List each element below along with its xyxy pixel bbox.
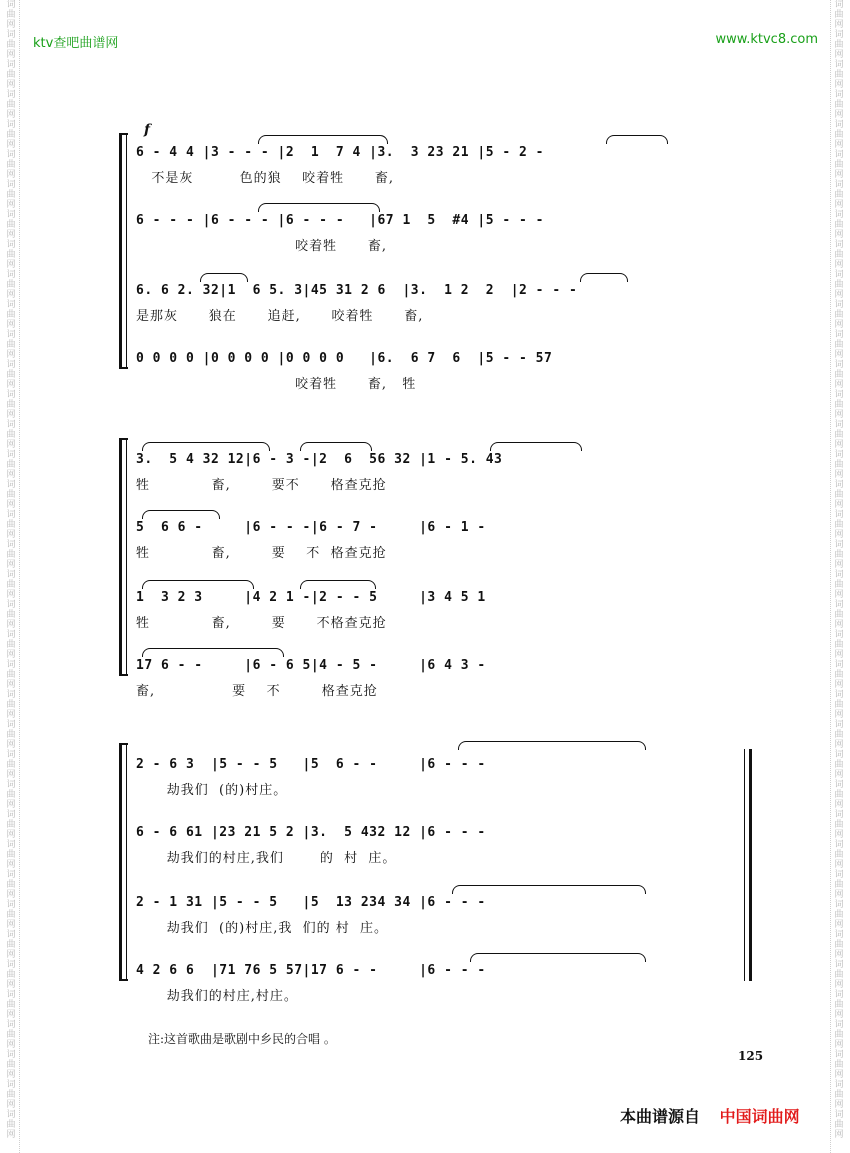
watermark-glyph: 网 [834,680,844,690]
watermark-glyph: 曲 [834,760,844,770]
watermark-glyph: 曲 [6,190,16,200]
watermark-glyph: 网 [834,950,844,960]
voice-row-1 [0,757,850,798]
source-attribution [620,1104,800,1127]
watermark-glyph: 词 [6,270,16,280]
watermark-glyph: 词 [6,870,16,880]
watermark-glyph: 网 [834,470,844,480]
watermark-glyph: 网 [834,50,844,60]
watermark-glyph: 网 [834,290,844,300]
watermark-glyph: 曲 [6,70,16,80]
voice-row-1 [0,452,850,493]
watermark-glyph: 曲 [834,160,844,170]
notation-line: 5 6 6 - |6 - - -|6 - 7 - |6 - 1 - [136,520,486,535]
watermark-glyph: 词 [6,90,16,100]
watermark-glyph: 网 [6,80,16,90]
watermark-glyph: 网 [834,770,844,780]
watermark-glyph: 网 [6,980,16,990]
watermark-glyph: 词 [834,510,844,520]
watermark-glyph: 曲 [6,820,16,830]
watermark-glyph: 网 [6,200,16,210]
watermark-glyph: 曲 [834,700,844,710]
watermark-glyph: 网 [834,740,844,750]
watermark-glyph: 曲 [6,580,16,590]
notation-line: 3. 5 4 32 12|6 - 3 -|2 6 56 32 |1 - 5. 43 [136,452,503,467]
watermark-glyph: 词 [6,1020,16,1030]
watermark-glyph: 词 [834,360,844,370]
slur-mark [142,442,270,451]
watermark-glyph: 曲 [6,370,16,380]
watermark-glyph: 网 [834,350,844,360]
slur-mark [300,580,376,589]
watermark-glyph: 网 [6,770,16,780]
watermark-glyph: 词 [6,360,16,370]
watermark-glyph: 词 [834,930,844,940]
slur-mark [142,648,284,657]
watermark-glyph: 网 [834,920,844,930]
watermark-glyph: 网 [834,170,844,180]
watermark-glyph: 词 [834,720,844,730]
watermark-glyph: 网 [834,140,844,150]
lyrics-line: 畜, 要 不 格查克抢 [136,684,378,699]
slur-mark [258,135,388,144]
watermark-glyph: 词 [6,720,16,730]
watermark-glyph: 曲 [834,550,844,560]
watermark-glyph: 曲 [834,790,844,800]
watermark-glyph: 曲 [834,1030,844,1040]
watermark-glyph: 词 [6,930,16,940]
watermark-glyph: 词 [834,780,844,790]
watermark-glyph: 曲 [834,220,844,230]
watermark-glyph: 词 [6,630,16,640]
watermark-glyph: 词 [834,660,844,670]
watermark-glyph: 曲 [834,70,844,80]
watermark-glyph: 词 [6,1050,16,1060]
watermark-glyph: 网 [834,980,844,990]
voice-row-4 [0,963,850,1004]
watermark-glyph: 网 [834,590,844,600]
watermark-glyph: 词 [834,30,844,40]
notation-line: 2 - 1 31 |5 - - 5 |5 13 234 34 |6 - - - [136,895,486,910]
slur-mark [470,953,646,962]
watermark-glyph: 曲 [834,340,844,350]
watermark-glyph: 词 [6,420,16,430]
watermark-glyph: 网 [6,350,16,360]
watermark-glyph: 词 [834,540,844,550]
watermark-glyph: 网 [6,950,16,960]
watermark-glyph: 词 [834,960,844,970]
notation-line: 6 - - - |6 - - - |6 - - - |67 1 5 #4 |5 - - - [136,213,545,228]
watermark-glyph: 词 [6,540,16,550]
watermark-glyph: 词 [834,120,844,130]
watermark-glyph: 网 [834,1070,844,1080]
watermark-glyph: 曲 [834,280,844,290]
watermark-glyph: 词 [6,990,16,1000]
watermark-glyph: 曲 [834,1120,844,1130]
watermark-glyph: 曲 [6,1000,16,1010]
watermark-glyph: 词 [6,450,16,460]
dynamic-marking: f [144,122,151,138]
watermark-glyph: 网 [6,560,16,570]
watermark-glyph: 曲 [834,910,844,920]
lyrics-line: 咬着牲 畜, 牲 [136,377,417,392]
notation-line: 1 3 2 3 |4 2 1 -|2 - - 5 |3 4 5 1 [136,590,486,605]
source-label: 本曲谱源自 [620,1107,701,1126]
watermark-glyph: 词 [834,330,844,340]
watermark-glyph: 曲 [6,760,16,770]
watermark-glyph: 网 [834,500,844,510]
watermark-glyph: 网 [6,650,16,660]
watermark-glyph: 词 [834,390,844,400]
watermark-glyph: 词 [834,60,844,70]
watermark-glyph: 网 [834,800,844,810]
watermark-glyph: 词 [6,810,16,820]
lyrics-line: 牲 畜, 要 不格查克抢 [136,616,387,631]
watermark-glyph: 词 [834,900,844,910]
watermark-glyph: 词 [6,1110,16,1120]
watermark-glyph: 网 [834,650,844,660]
watermark-glyph: 词 [834,210,844,220]
watermark-glyph: 网 [6,500,16,510]
watermark-glyph: 网 [6,140,16,150]
voice-row-1 [0,145,850,186]
source-site-link[interactable]: 中国词曲网 [719,1107,800,1126]
notation-line: 6 - 6 61 |23 21 5 2 |3. 5 432 12 |6 - - - [136,825,486,840]
watermark-glyph: 网 [834,410,844,420]
watermark-glyph: 网 [6,320,16,330]
watermark-glyph: 词 [6,510,16,520]
watermark-glyph: 词 [6,330,16,340]
watermark-glyph: 曲 [834,40,844,50]
watermark-glyph: 词 [834,750,844,760]
voice-row-2 [0,213,850,254]
notation-line: 2 - 6 3 |5 - - 5 |5 6 - - |6 - - - [136,757,486,772]
watermark-glyph: 网 [834,830,844,840]
notation-line: 4 2 6 6 |71 76 5 57|17 6 - - |6 - - - [136,963,486,978]
watermark-glyph: 词 [6,390,16,400]
watermark-glyph: 曲 [834,940,844,950]
watermark-glyph: 曲 [6,220,16,230]
watermark-glyph: 词 [834,810,844,820]
watermark-glyph: 曲 [6,490,16,500]
watermark-glyph: 网 [834,260,844,270]
lyrics-line: 咬着牲 畜, [136,239,388,254]
watermark-glyph: 词 [834,870,844,880]
watermark-glyph: 网 [6,800,16,810]
notation-line: 6. 6 2. 32|1 6 5. 3|45 31 2 6 |3. 1 2 2 |2 - - - [136,283,578,298]
watermark-glyph: 网 [834,20,844,30]
watermark-glyph: 网 [6,920,16,930]
watermark-glyph: 曲 [834,970,844,980]
watermark-glyph: 曲 [6,730,16,740]
watermark-glyph: 词 [6,780,16,790]
slur-mark [200,273,248,282]
watermark-glyph: 曲 [6,910,16,920]
watermark-glyph: 词 [6,750,16,760]
slur-mark [142,510,220,519]
lyrics-line: 劫我们的村庄,我们 的 村 庄。 [136,851,397,866]
watermark-glyph: 网 [6,20,16,30]
watermark-glyph: 词 [6,600,16,610]
lyrics-line: 是那灰 狼在 追赶, 咬着牲 畜, [136,309,424,324]
voice-row-3 [0,895,850,936]
slur-mark [300,442,372,451]
watermark-glyph: 曲 [834,1090,844,1100]
watermark-glyph: 曲 [6,640,16,650]
watermark-glyph: 曲 [834,460,844,470]
watermark-glyph: 曲 [6,790,16,800]
watermark-glyph: 曲 [834,520,844,530]
watermark-glyph: 词 [6,1080,16,1090]
watermark-glyph: 曲 [6,610,16,620]
lyrics-line: 牲 畜, 要不 格查克抢 [136,478,387,493]
watermark-glyph: 网 [834,230,844,240]
watermark-glyph: 网 [6,680,16,690]
watermark-glyph: 词 [834,1080,844,1090]
watermark-glyph: 曲 [6,550,16,560]
watermark-glyph: 曲 [834,1000,844,1010]
watermark-glyph: 曲 [834,370,844,380]
voice-row-3 [0,283,850,324]
watermark-glyph: 曲 [6,880,16,890]
watermark-glyph: 网 [6,710,16,720]
watermark-glyph: 网 [6,230,16,240]
watermark-glyph: 曲 [834,430,844,440]
voice-row-2 [0,520,850,561]
watermark-glyph: 曲 [834,820,844,830]
watermark-glyph: 词 [834,180,844,190]
final-barline-thin [744,749,745,981]
watermark-glyph: 网 [834,200,844,210]
watermark-glyph: 词 [6,840,16,850]
watermark-glyph: 曲 [6,700,16,710]
watermark-glyph: 网 [834,380,844,390]
watermark-glyph: 词 [834,570,844,580]
watermark-glyph: 曲 [6,400,16,410]
watermark-glyph: 词 [6,960,16,970]
watermark-glyph: 网 [834,620,844,630]
watermark-glyph: 曲 [834,640,844,650]
watermark-glyph: 曲 [6,460,16,470]
watermark-glyph: 曲 [6,970,16,980]
watermark-glyph: 曲 [834,1060,844,1070]
watermark-glyph: 曲 [6,850,16,860]
slur-mark [452,885,646,894]
watermark-glyph: 网 [6,170,16,180]
lyrics-line: 不是灰 色的狼 咬着牲 畜, [136,171,395,186]
watermark-glyph: 网 [6,590,16,600]
watermark-glyph: 曲 [834,490,844,500]
watermark-glyph: 词 [834,480,844,490]
watermark-glyph: 网 [6,110,16,120]
watermark-glyph: 网 [6,860,16,870]
watermark-glyph: 网 [834,1010,844,1020]
watermark-glyph: 词 [834,90,844,100]
watermark-glyph: 词 [834,150,844,160]
notation-line: 17 6 - - |6 - 6 5|4 - 5 - |6 4 3 - [136,658,486,673]
watermark-glyph: 曲 [834,310,844,320]
watermark-glyph: 词 [6,0,16,10]
watermark-glyph: 曲 [6,310,16,320]
site-name-left[interactable]: ktv查吧曲谱网 [33,36,119,51]
watermark-glyph: 网 [6,890,16,900]
slur-mark [490,442,582,451]
watermark-glyph: 词 [834,840,844,850]
watermark-glyph: 曲 [834,880,844,890]
watermark-glyph: 网 [834,80,844,90]
watermark-glyph: 网 [6,470,16,480]
watermark-glyph: 网 [6,1070,16,1080]
watermark-glyph: 词 [6,30,16,40]
footnote: 注:这首歌曲是歌剧中乡民的合唱 。 [148,1032,336,1046]
slur-mark [458,741,646,750]
watermark-glyph: 网 [6,1100,16,1110]
watermark-glyph: 词 [834,270,844,280]
watermark-glyph: 网 [834,1100,844,1110]
watermark-glyph: 词 [834,450,844,460]
watermark-glyph: 词 [6,300,16,310]
lyrics-line: 劫我们的村庄,村庄。 [136,989,298,1004]
watermark-glyph: 词 [6,690,16,700]
watermark-glyph: 词 [834,1050,844,1060]
watermark-glyph: 曲 [834,100,844,110]
watermark-glyph: 网 [834,530,844,540]
watermark-glyph: 网 [834,890,844,900]
slur-mark [142,580,254,589]
watermark-glyph: 曲 [6,280,16,290]
watermark-glyph: 网 [834,860,844,870]
watermark-glyph: 词 [6,180,16,190]
watermark-glyph: 曲 [6,340,16,350]
watermark-glyph: 曲 [6,1120,16,1130]
watermark-glyph: 网 [6,380,16,390]
watermark-glyph: 词 [834,630,844,640]
notation-line: 0 0 0 0 |0 0 0 0 |0 0 0 0 |6. 6 7 6 |5 - - 57 [136,351,553,366]
watermark-glyph: 网 [834,560,844,570]
lyrics-line: 牲 畜, 要 不 格查克抢 [136,546,387,561]
watermark-glyph: 词 [834,1110,844,1120]
slur-mark [580,273,628,282]
watermark-glyph: 曲 [834,250,844,260]
watermark-glyph: 曲 [6,160,16,170]
watermark-glyph: 曲 [834,190,844,200]
lyrics-line: 劫我们 (的)村庄。 [136,783,288,798]
watermark-glyph: 曲 [6,430,16,440]
watermark-glyph: 曲 [834,670,844,680]
voice-row-4 [0,351,850,392]
watermark-glyph: 网 [6,290,16,300]
voice-row-2 [0,825,850,866]
watermark-glyph: 词 [834,240,844,250]
watermark-glyph: 网 [6,50,16,60]
watermark-glyph: 曲 [6,520,16,530]
watermark-glyph: 词 [6,570,16,580]
site-url-right[interactable]: www.ktvc8.com [715,32,818,47]
watermark-glyph: 曲 [6,40,16,50]
watermark-glyph: 网 [6,620,16,630]
watermark-glyph: 曲 [6,1090,16,1100]
watermark-glyph: 词 [834,420,844,430]
watermark-glyph: 网 [6,530,16,540]
watermark-glyph: 曲 [834,10,844,20]
watermark-glyph: 词 [834,0,844,10]
lyrics-line: 劫我们 (的)村庄,我 们的 村 庄。 [136,921,388,936]
watermark-glyph: 词 [6,660,16,670]
watermark-glyph: 网 [6,1130,16,1140]
watermark-glyph: 曲 [6,250,16,260]
watermark-glyph: 词 [6,900,16,910]
watermark-glyph: 词 [6,120,16,130]
watermark-glyph: 曲 [834,130,844,140]
watermark-glyph: 词 [6,480,16,490]
watermark-glyph: 网 [834,110,844,120]
notation-line: 6 - 4 4 |3 - - - |2 1 7 4 |3. 3 23 21 |5 - 2 - [136,145,545,160]
final-barline-thick [749,749,752,981]
watermark-glyph: 曲 [6,940,16,950]
watermark-glyph: 网 [834,320,844,330]
watermark-glyph: 词 [834,600,844,610]
watermark-glyph: 网 [834,1130,844,1140]
watermark-glyph: 曲 [834,610,844,620]
watermark-glyph: 网 [834,1040,844,1050]
watermark-glyph: 词 [6,150,16,160]
watermark-glyph: 词 [6,240,16,250]
voice-row-3 [0,590,850,631]
watermark-glyph: 网 [6,1010,16,1020]
watermark-glyph: 网 [6,440,16,450]
watermark-glyph: 网 [6,410,16,420]
watermark-glyph: 词 [6,60,16,70]
slur-mark [606,135,668,144]
watermark-glyph: 词 [834,690,844,700]
watermark-glyph: 网 [6,830,16,840]
watermark-glyph: 词 [6,210,16,220]
voice-row-4 [0,658,850,699]
slur-mark [258,203,380,212]
watermark-glyph: 曲 [6,100,16,110]
watermark-glyph: 网 [6,260,16,270]
watermark-glyph: 网 [6,1040,16,1050]
watermark-glyph: 曲 [834,400,844,410]
watermark-glyph: 网 [834,710,844,720]
watermark-glyph: 曲 [834,730,844,740]
watermark-glyph: 曲 [6,10,16,20]
watermark-glyph: 网 [6,740,16,750]
page-number: 125 [738,1049,764,1063]
watermark-glyph: 网 [834,440,844,450]
watermark-glyph: 词 [834,990,844,1000]
watermark-glyph: 曲 [6,670,16,680]
watermark-glyph: 曲 [6,130,16,140]
watermark-glyph: 词 [834,1020,844,1030]
watermark-glyph: 曲 [834,850,844,860]
watermark-glyph: 曲 [6,1060,16,1070]
watermark-glyph: 曲 [834,580,844,590]
watermark-glyph: 词 [834,300,844,310]
watermark-glyph: 曲 [6,1030,16,1040]
